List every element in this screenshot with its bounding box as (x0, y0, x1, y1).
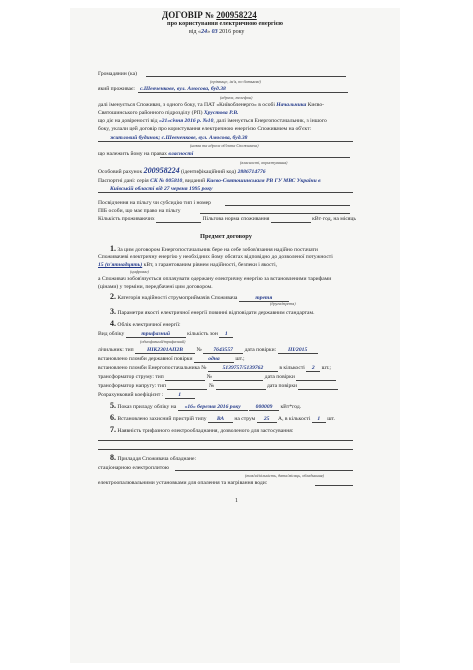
party-line-3: що діє на довіреності від «21»січня 2016 р. №10, далі іменується Енергопостачальник, з іншого (98, 118, 327, 124)
ownership-line (160, 157, 350, 158)
clause-1-line-4: а Споживач зобов'язується оплачувати одержану електричну енергію за встановленими тарифами (98, 276, 332, 282)
citizen-line (146, 76, 346, 77)
clause-7: 7. Наявність трифазного електрообладнання, дозволеного для застосування: (110, 425, 294, 434)
clause-1-hint: (цифрами) (130, 269, 149, 274)
privilege-row: Посвідчення на пільгу чи субсидію тип і номер (98, 200, 211, 206)
clause-8-field-2 (315, 485, 353, 486)
clause-5: 5. Показ приладу обліку на «16» березня 2016 року 000009 кВт*год. (110, 401, 302, 410)
clause-7-line-2 (98, 449, 353, 450)
issued-line (98, 192, 353, 193)
passport-row: Паспортні дані: серія СК № 005810, виданий Києво-Святошинським РВ ГУ МВС України в (98, 178, 321, 184)
clause-4: 4. Облік електричної енергії: (110, 319, 181, 328)
party-line-4: боку, уклали цей договір про користування електричною енергією Споживачем на об'єкт: (98, 126, 312, 132)
supplier-seals-row: встановлено пломби Енергопостачальника № 5139757/5139762 в кількості 2 шт.; (98, 365, 331, 371)
coef-row: Розрахунковий коефіцієнт : 1 (98, 392, 195, 399)
contract-date: від «24» 03 2016 року (189, 29, 245, 35)
clause-8-hint: (так/ні/кількість, дата/місяць, обладнання) (245, 473, 325, 478)
address-value: с.Шевченкове, вул. Амосова, буд.38 (140, 86, 226, 92)
contract-title: ДОГОВІР № 200958224 (162, 10, 257, 20)
account-row: Особовий рахунок 200958224 (ідентифікаційний код) 2886714776 (98, 166, 266, 175)
meter-model-row: лічильник: тип НІК2301АП2В № 7643557 дата повірки: III/2015 (98, 347, 318, 354)
install-seals-row: встановлено пломби державної повірки одна шт.; (98, 356, 245, 362)
contract-subtitle: про користування електричною енергією (167, 20, 283, 27)
object-line (98, 141, 353, 142)
pib-line (200, 213, 350, 214)
clause-7-line-1 (98, 440, 353, 441)
address-hint: (адреса, телефон) (220, 95, 253, 100)
clause-8-line-2: електроопалювальними установками для опалення та нагрівання води: (98, 480, 268, 486)
citizen-hint: (прізвище, ім'я, по батькові) (210, 79, 261, 84)
resides-label: який проживає: (98, 86, 135, 92)
ownership-label: що належить йому на правах власності (98, 151, 194, 157)
subject-title: Предмет договору (200, 233, 252, 240)
party-line-2: Святошинського районного підрозділу (РП) Хрустова Р.В. (98, 110, 239, 116)
citizen-label: Громадянин (ка) (98, 71, 137, 77)
residents-row: Кількість проживаючих Пільгова норма споживання кВт·год, на місяць (98, 216, 356, 222)
clause-2: 2. Категорія надійності струмоприймачів Споживача третя (110, 294, 289, 302)
address-line (138, 92, 348, 93)
meter-type-row: Вид обліку трифазний кількість зон 1 (98, 331, 233, 338)
clause-6: 6. Встановлено захисний пристрій типу ВА на струм 25 А, в кількості 1 шт. (110, 413, 335, 422)
object-value: житловий будинок; с.Шевченкове, вул. Амосова, буд.38 (110, 135, 248, 141)
clause-8: 8. Приладдя Споживача обладнане: (110, 453, 197, 462)
meter-type-hint: (однофазний/трифазний) (140, 339, 186, 344)
clause-8-field-1 (175, 470, 353, 471)
clause-3: 3. Параметри якості електричної енергії повинні відповідати державним стандартам. (110, 307, 315, 316)
clause-1-line-1: 1. За цим договором Енергопостачальник бере на себе зобов'язання надійно постачати (110, 244, 318, 253)
party-line-1: далі іменується Споживач, з одного боку, та ПАТ «Київобленерго» в особі Начальника Києво- (98, 102, 325, 108)
clause-1-line-3: 15 (п'ятнадцять) кВт, з гарантованим рівнем надійності, безпеки і якості, (98, 262, 278, 268)
issued-by-line-2: Київській області від 27 червня 1995 року (110, 186, 213, 192)
clause-8-line-1: стаціонарною електроплитою (98, 465, 170, 471)
page-number: 1 (235, 498, 238, 504)
ct-row: трансформатор струму: тип № дата повірки (98, 374, 336, 381)
document-page (70, 8, 400, 663)
pib-label: ПІБ особи, що має право на пільгу (98, 208, 181, 214)
ownership-hint: (власності, користування) (240, 160, 288, 165)
object-hint: (назва та адреса об'єкта Споживача) (190, 143, 259, 148)
clause-1-line-2: Споживачеві електричну енергію у необхідних йому обсягах відповідно до дозволеної потужності (98, 254, 333, 260)
vt-row: трансформатор напругу: тип № дата повірки (98, 383, 338, 390)
clause-2-hint: (друга/третя) (270, 301, 296, 306)
contract-number: 200958224 (216, 10, 257, 20)
privilege-line (225, 205, 350, 206)
clause-1-line-5: (цінами) у терміни, передбачені цим договором. (98, 284, 213, 290)
